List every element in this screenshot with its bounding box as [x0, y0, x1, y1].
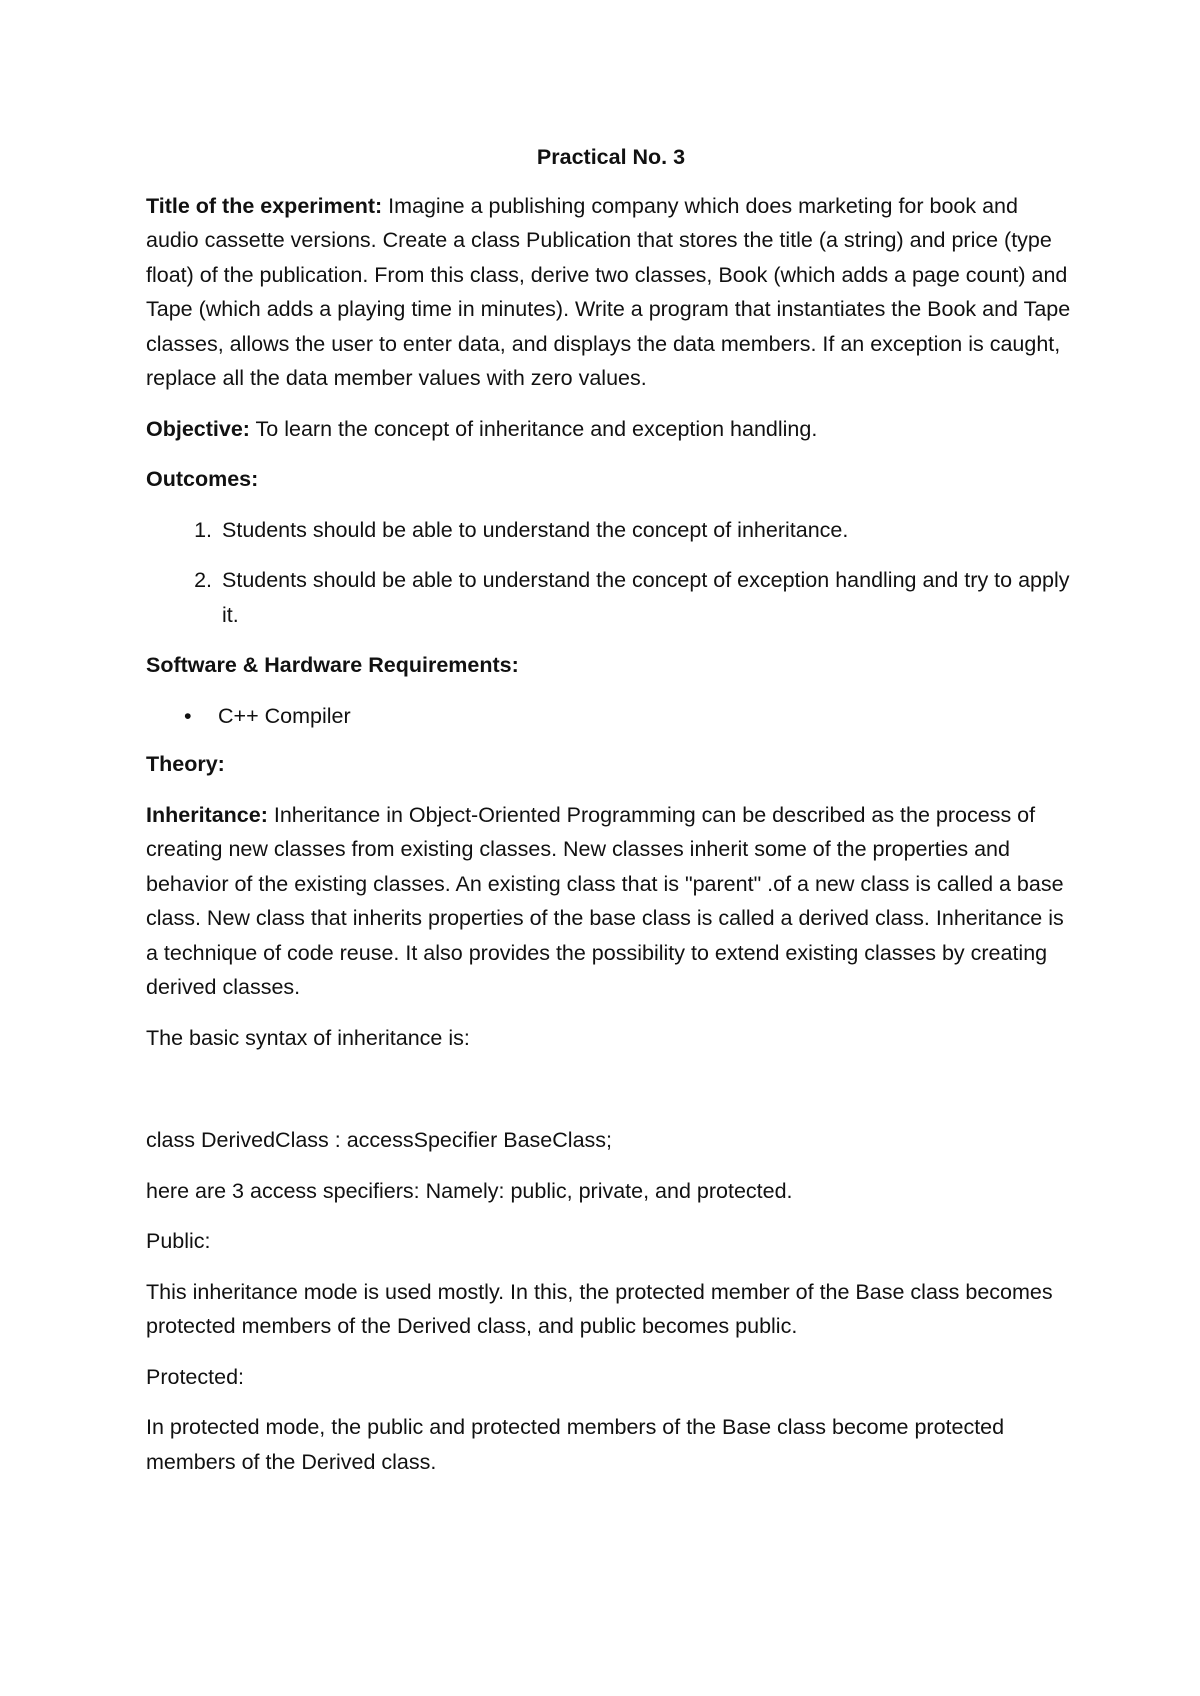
syntax-intro: The basic syntax of inheritance is: — [146, 1025, 470, 1050]
experiment-text: Imagine a publishing company which does marketing for book and audio cassette versions. Create a class Publication that stores the title (a string) and price (type float) of the publication. From this class, derive two classes, Book (which adds a page count) and Tape (which adds a playing time in minutes). Write a program that instantiates the Book and Tape classes, allows the user to enter data, and displays the data members. If an exception is caught, replace all the data member values with zero values. — [146, 193, 1071, 390]
outcome-item-2: 2. Students should be able to understand the concept of exception handling and try to apply it. — [218, 563, 1076, 632]
bullet-icon: • — [184, 703, 192, 728]
experiment-label: Title of the experiment: — [146, 193, 383, 218]
inheritance-text: Inheritance in Object-Oriented Programming can be described as the process of creating new classes from existing classes. New classes inherit some of the properties and behavior of the existing classes. An existing class that is "parent" .of a new class is called a base class. New class that inherits properties of the base class is called a derived class. Inheritance is a technique of code reuse. It also provides the possibility to extend existing classes by creating derived classes. — [146, 802, 1064, 999]
document-title: Practical No. 3 — [536, 145, 686, 169]
outcomes-list — [146, 513, 1076, 633]
public-heading: Public: — [146, 1229, 211, 1253]
blank-line — [146, 1071, 1076, 1123]
inheritance-label: Inheritance: — [146, 802, 268, 827]
public-text: This inheritance mode is used mostly. In this, the protected member of the Base class becomes protected members of the Derived class, and public becomes public. — [146, 1279, 1053, 1338]
syntax-line: class DerivedClass : accessSpecifier BaseClass; — [146, 1128, 612, 1152]
outcomes-heading: Outcomes: — [146, 467, 259, 491]
protected-heading: Protected: — [146, 1364, 244, 1389]
theory-heading: Theory: — [146, 752, 225, 776]
document-page — [146, 140, 1076, 1495]
protected-text: In protected mode, the public and protected members of the Base class become protected members of the Derived class. — [146, 1415, 1005, 1474]
requirement-text: C++ Compiler — [218, 703, 351, 728]
requirement-item-1 — [184, 699, 1076, 734]
objective-text: To learn the concept of inheritance and exception handling. — [249, 416, 818, 441]
objective-label: Objective: — [146, 416, 250, 441]
outcome-item-1: 1. Students should be able to understand the concept of inheritance. — [218, 513, 1076, 548]
requirements-heading: Software & Hardware Requirements: — [146, 653, 519, 677]
specifiers-line: here are 3 access specifiers: Namely: public, private, and protected. — [146, 1178, 793, 1203]
objective-paragraph — [146, 412, 1076, 447]
experiment-paragraph — [146, 189, 1076, 396]
requirements-list — [146, 699, 1076, 734]
inheritance-paragraph — [146, 798, 1076, 1005]
